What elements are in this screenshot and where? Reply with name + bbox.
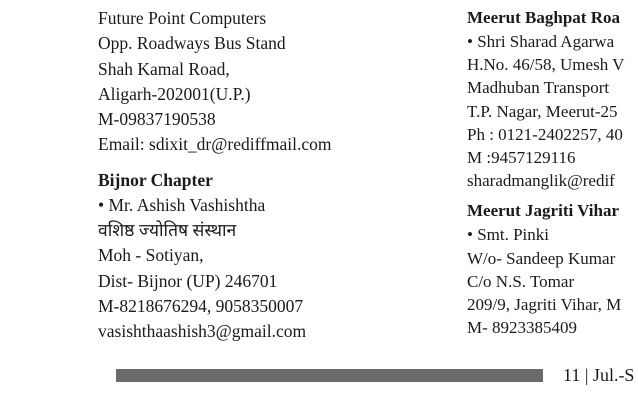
chapter-heading: Meerut Jagriti Vihar bbox=[467, 201, 620, 221]
company-name: Future Point Computers bbox=[98, 8, 267, 28]
chapter-heading: Meerut Baghpat Roa bbox=[467, 8, 620, 27]
contact-name: • Shri Sharad Agarwa bbox=[467, 32, 615, 51]
chapter-heading: Bijnor Chapter bbox=[98, 169, 213, 190]
footer-bar bbox=[116, 369, 543, 382]
phone-line: M-8218676294, 9058350007 bbox=[98, 295, 304, 316]
contact-name: • Smt. Pinki bbox=[467, 225, 550, 245]
address-line: T.P. Nagar, Meerut-25 bbox=[467, 101, 618, 121]
institute-name: वशिष्ठ ज्योतिष संस्थान bbox=[98, 220, 237, 241]
left-column bbox=[98, 6, 458, 345]
right-column bbox=[467, 6, 638, 339]
meerut-jagriti-block bbox=[467, 199, 638, 339]
email-line: Email: sdixit_dr@rediffmail.com bbox=[98, 134, 332, 155]
address-line: C/o N.S. Tomar bbox=[467, 271, 575, 291]
email-line: sharadmanglik@redif bbox=[467, 171, 615, 191]
bijnor-chapter-block bbox=[98, 168, 458, 345]
address-line: Madhuban Transport bbox=[467, 78, 610, 98]
email-line: vasishthaashish3@gmail.com bbox=[98, 321, 307, 342]
address-line: W/o- Sandeep Kumar bbox=[467, 248, 616, 268]
mobile-line: M- 8923385409 bbox=[467, 318, 578, 338]
meerut-baghpat-block bbox=[467, 6, 638, 192]
address-line: Moh - Sotiyan, bbox=[98, 245, 204, 266]
contact-name: • Mr. Ashish Vashishtha bbox=[98, 194, 266, 215]
address-line: H.No. 46/58, Umesh V bbox=[467, 55, 625, 75]
page-number: 11 | Jul.-S bbox=[563, 365, 635, 385]
address-line: Shah Kamal Road, bbox=[98, 58, 230, 79]
address-line: Aligarh-202001(U.P.) bbox=[98, 83, 251, 104]
phone-line: Ph : 0121-2402257, 40 bbox=[467, 124, 623, 144]
aligarh-address-block bbox=[98, 6, 458, 158]
address-line: 209/9, Jagriti Vihar, M bbox=[467, 294, 622, 314]
address-line: Dist- Bijnor (UP) 246701 bbox=[98, 270, 278, 291]
address-line: Opp. Roadways Bus Stand bbox=[98, 33, 286, 54]
mobile-line: M :9457129116 bbox=[467, 147, 576, 167]
phone-line: M-09837190538 bbox=[98, 109, 216, 130]
